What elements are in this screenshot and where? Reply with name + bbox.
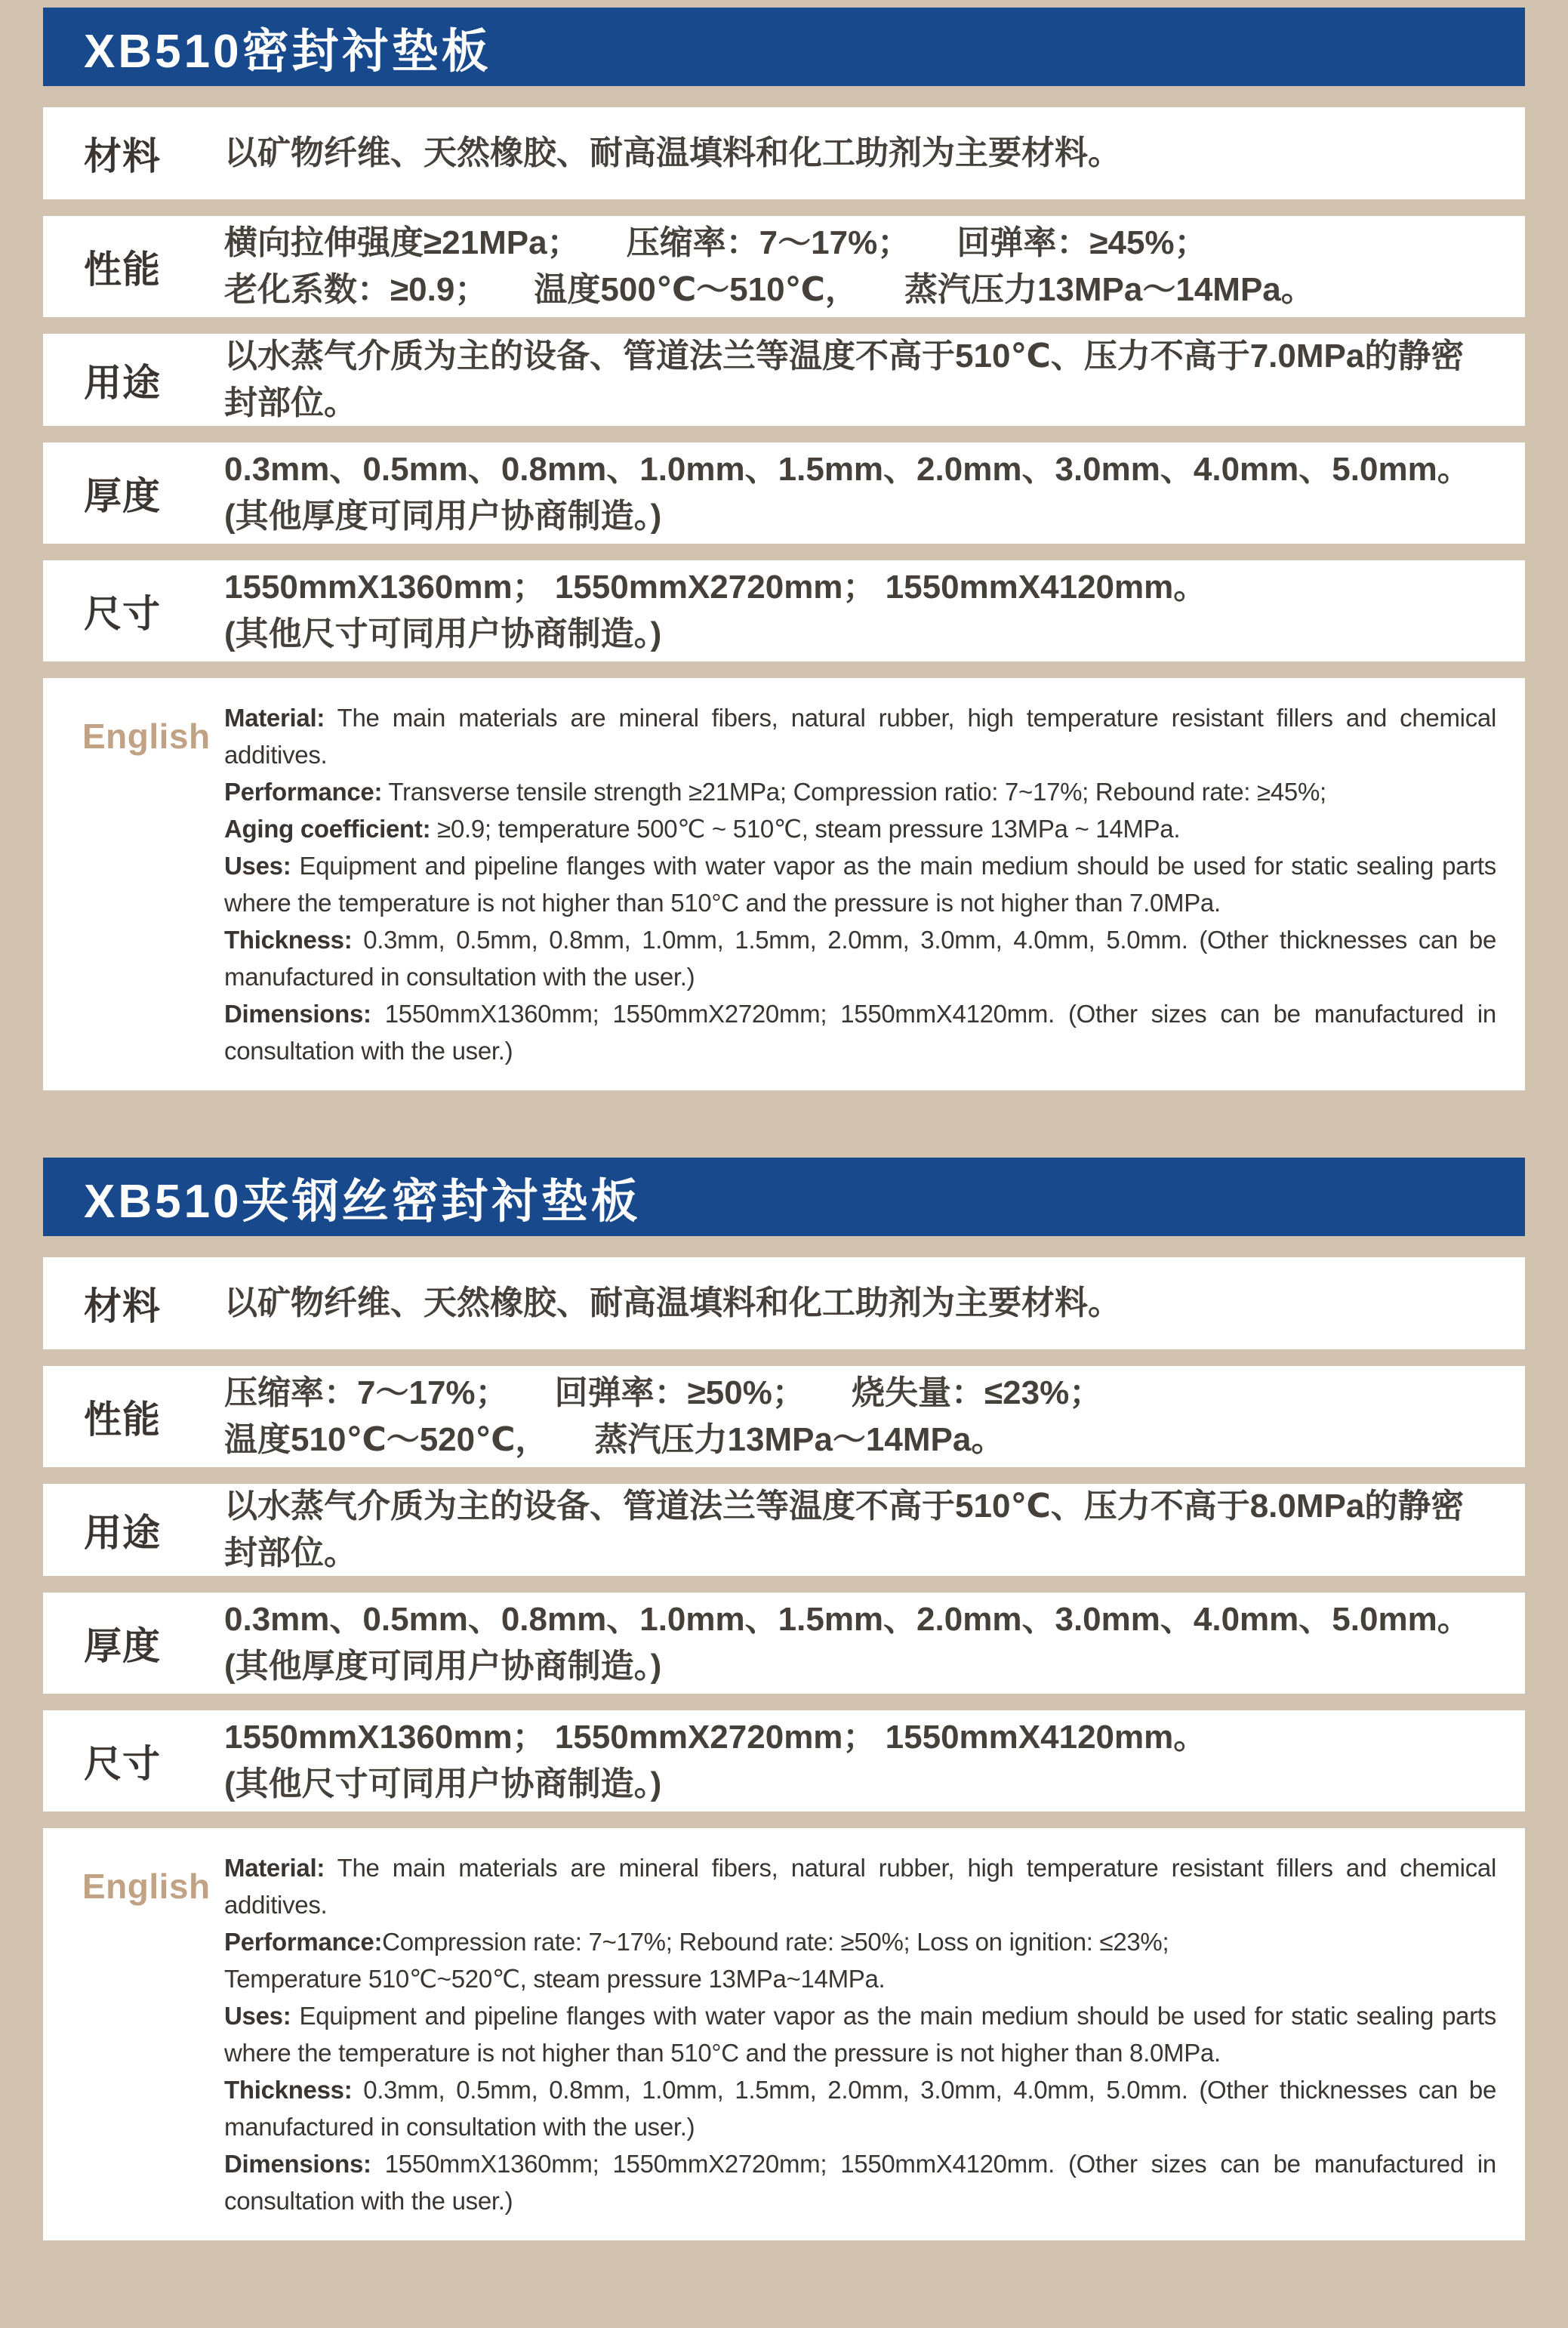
english-paragraph-performance <box>224 1923 1496 1960</box>
english-paragraph-uses <box>224 1997 1496 2071</box>
spec-line: 温度510℃～520℃， 蒸汽压力13MPa～14MPa。 <box>224 1421 1005 1458</box>
english-term: Aging coefficient: <box>224 815 431 843</box>
english-term: Uses: <box>224 852 291 880</box>
english-paragraph-thickness <box>224 2071 1496 2145</box>
english-text: 0.3mm, 0.5mm, 0.8mm, 1.0mm, 1.5mm, 2.0mm, 3.0mm, 4.0mm, 5.0mm. (Other thicknesses can be manufactured in consultation with the user.) <box>224 2076 1496 2141</box>
product-section-xb510-wire <box>43 1158 1525 2240</box>
english-paragraph-material <box>224 699 1496 773</box>
english-term: Performance: <box>224 1928 383 1956</box>
english-text: 1550mmX1360mm; 1550mmX2720mm; 1550mmX4120mm. (Other sizes can be manufactured in consultation with the user.) <box>224 1000 1496 1065</box>
spec-line: 以水蒸气介质为主的设备、管道法兰等温度不高于510℃、压力不高于8.0MPa的静密封部位。 <box>224 1488 1465 1571</box>
spec-line: (其他厚度可同用户协商制造。) <box>224 1648 662 1685</box>
english-text: 1550mmX1360mm; 1550mmX2720mm; 1550mmX4120mm. (Other sizes can be manufactured in consultation with the user.) <box>224 2150 1496 2215</box>
english-text: Temperature 510℃~520℃, steam pressure 13MPa~14MPa. <box>224 1965 886 1993</box>
english-paragraph-dimensions <box>224 2145 1496 2219</box>
english-paragraph-thickness <box>224 921 1496 995</box>
english-paragraph-material <box>224 1849 1496 1923</box>
english-paragraph-aging <box>224 810 1496 847</box>
english-translation-block <box>43 678 1525 1090</box>
english-text: Equipment and pipeline flanges with water vapor as the main medium should be used for static sealing parts where the temperature is not higher than 510°C and the pressure is not higher than 7.0MPa. <box>224 852 1496 917</box>
spec-row-material <box>43 1257 1525 1349</box>
english-text: The main materials are mineral fibers, natural rubber, high temperature resistant fillers and chemical additives. <box>224 704 1496 769</box>
spec-row-performance <box>43 216 1525 317</box>
section-title-bar <box>43 8 1525 86</box>
section-title: XB510密封衬垫板 <box>84 25 491 78</box>
spec-line: 压缩率：7～17%； 回弹率：≥50%； 烧失量：≤23%； <box>224 1374 1103 1411</box>
spec-row-label: 材料 <box>84 1285 161 1327</box>
spec-row-dimensions <box>43 1710 1525 1812</box>
english-paragraph-uses <box>224 847 1496 921</box>
english-paragraph-dimensions <box>224 995 1496 1069</box>
spec-line: (其他尺寸可同用户协商制造。) <box>224 1765 662 1802</box>
spec-row-label: 性能 <box>84 1398 161 1441</box>
spec-row-uses <box>43 1484 1525 1576</box>
spec-row-label: 尺寸 <box>84 1743 161 1785</box>
spec-row-label: 性能 <box>84 248 161 291</box>
spec-line: 以水蒸气介质为主的设备、管道法兰等温度不高于510℃、压力不高于7.0MPa的静密封部位。 <box>224 338 1465 421</box>
spec-row-thickness <box>43 1593 1525 1694</box>
spec-line: 老化系数：≥0.9； 温度500℃～510℃， 蒸汽压力13MPa～14MPa。 <box>224 271 1314 308</box>
english-term: Dimensions: <box>224 2150 371 2178</box>
english-term: Material: <box>224 704 325 732</box>
english-label: English <box>82 1867 211 1906</box>
spec-row-label: 厚度 <box>84 475 161 517</box>
spec-row-content <box>224 1596 1525 1690</box>
spec-line: 0.3mm、0.5mm、0.8mm、1.0mm、1.5mm、2.0mm、3.0mm、4.0mm、5.0mm。 <box>224 451 1471 488</box>
spec-line: 以矿物纤维、天然橡胶、耐高温填料和化工助剂为主要材料。 <box>224 134 1121 171</box>
section-title: XB510夹钢丝密封衬垫板 <box>84 1175 641 1228</box>
english-text: 0.3mm, 0.5mm, 0.8mm, 1.0mm, 1.5mm, 2.0mm, 3.0mm, 4.0mm, 5.0mm. (Other thicknesses can be manufactured in consultation with the user.) <box>224 926 1496 991</box>
spec-line: 1550mmX1360mm； 1550mmX2720mm； 1550mmX4120mm。 <box>224 569 1207 606</box>
spec-line: 以矿物纤维、天然橡胶、耐高温填料和化工助剂为主要材料。 <box>224 1284 1121 1321</box>
english-translation-block <box>43 1828 1525 2240</box>
english-text: Equipment and pipeline flanges with water vapor as the main medium should be used for static sealing parts where the temperature is not higher than 510°C and the pressure is not higher than 8.0MPa. <box>224 2002 1496 2067</box>
spec-row-content <box>224 1280 1525 1327</box>
spec-row-label: 尺寸 <box>84 593 161 635</box>
english-text: ≥0.9; temperature 500℃ ~ 510℃, steam pressure 13MPa ~ 14MPa. <box>430 815 1181 843</box>
english-term: Thickness: <box>224 926 353 954</box>
spec-line: 0.3mm、0.5mm、0.8mm、1.0mm、1.5mm、2.0mm、3.0mm、4.0mm、5.0mm。 <box>224 1601 1471 1638</box>
section-title-bar <box>43 1158 1525 1236</box>
spec-row-content <box>224 1714 1525 1808</box>
spec-row-label: 材料 <box>84 135 161 177</box>
spec-row-content <box>224 1370 1525 1463</box>
spec-line: 1550mmX1360mm； 1550mmX2720mm； 1550mmX4120mm。 <box>224 1719 1207 1756</box>
english-term: Performance: <box>224 778 383 806</box>
english-text: Compression rate: 7~17%; Rebound rate: ≥50%; Loss on ignition: ≤23%; <box>382 1928 1169 1956</box>
english-body <box>224 699 1525 1069</box>
english-paragraph-temperature <box>224 1960 1496 1997</box>
product-section-xb510 <box>43 8 1525 1090</box>
spec-row-dimensions <box>43 560 1525 661</box>
spec-row-content <box>224 130 1525 177</box>
spec-row-content <box>224 1483 1525 1577</box>
english-text: Transverse tensile strength ≥21MPa; Compression ratio: 7~17%; Rebound rate: ≥45%; <box>382 778 1326 806</box>
english-text: The main materials are mineral fibers, natural rubber, high temperature resistant fillers and chemical additives. <box>224 1854 1496 1919</box>
spec-line: 横向拉伸强度≥21MPa； 压缩率：7～17%； 回弹率：≥45%； <box>224 224 1208 261</box>
spec-line: (其他尺寸可同用户协商制造。) <box>224 615 662 652</box>
spec-row-content <box>224 446 1525 540</box>
spec-row-label: 用途 <box>84 1512 161 1554</box>
spec-row-content <box>224 333 1525 427</box>
english-term: Thickness: <box>224 2076 353 2104</box>
spec-row-material <box>43 107 1525 199</box>
spec-row-content <box>224 220 1525 313</box>
spec-row-thickness <box>43 442 1525 544</box>
spec-row-label: 厚度 <box>84 1625 161 1667</box>
spec-row-uses <box>43 334 1525 426</box>
spec-row-label: 用途 <box>84 362 161 404</box>
english-body <box>224 1849 1525 2219</box>
english-term: Uses: <box>224 2002 291 2030</box>
english-label: English <box>82 717 211 756</box>
spec-row-content <box>224 564 1525 658</box>
spec-row-performance <box>43 1366 1525 1467</box>
spec-line: (其他厚度可同用户协商制造。) <box>224 498 662 535</box>
english-paragraph-performance <box>224 773 1496 810</box>
english-term: Material: <box>224 1854 325 1882</box>
english-term: Dimensions: <box>224 1000 371 1028</box>
